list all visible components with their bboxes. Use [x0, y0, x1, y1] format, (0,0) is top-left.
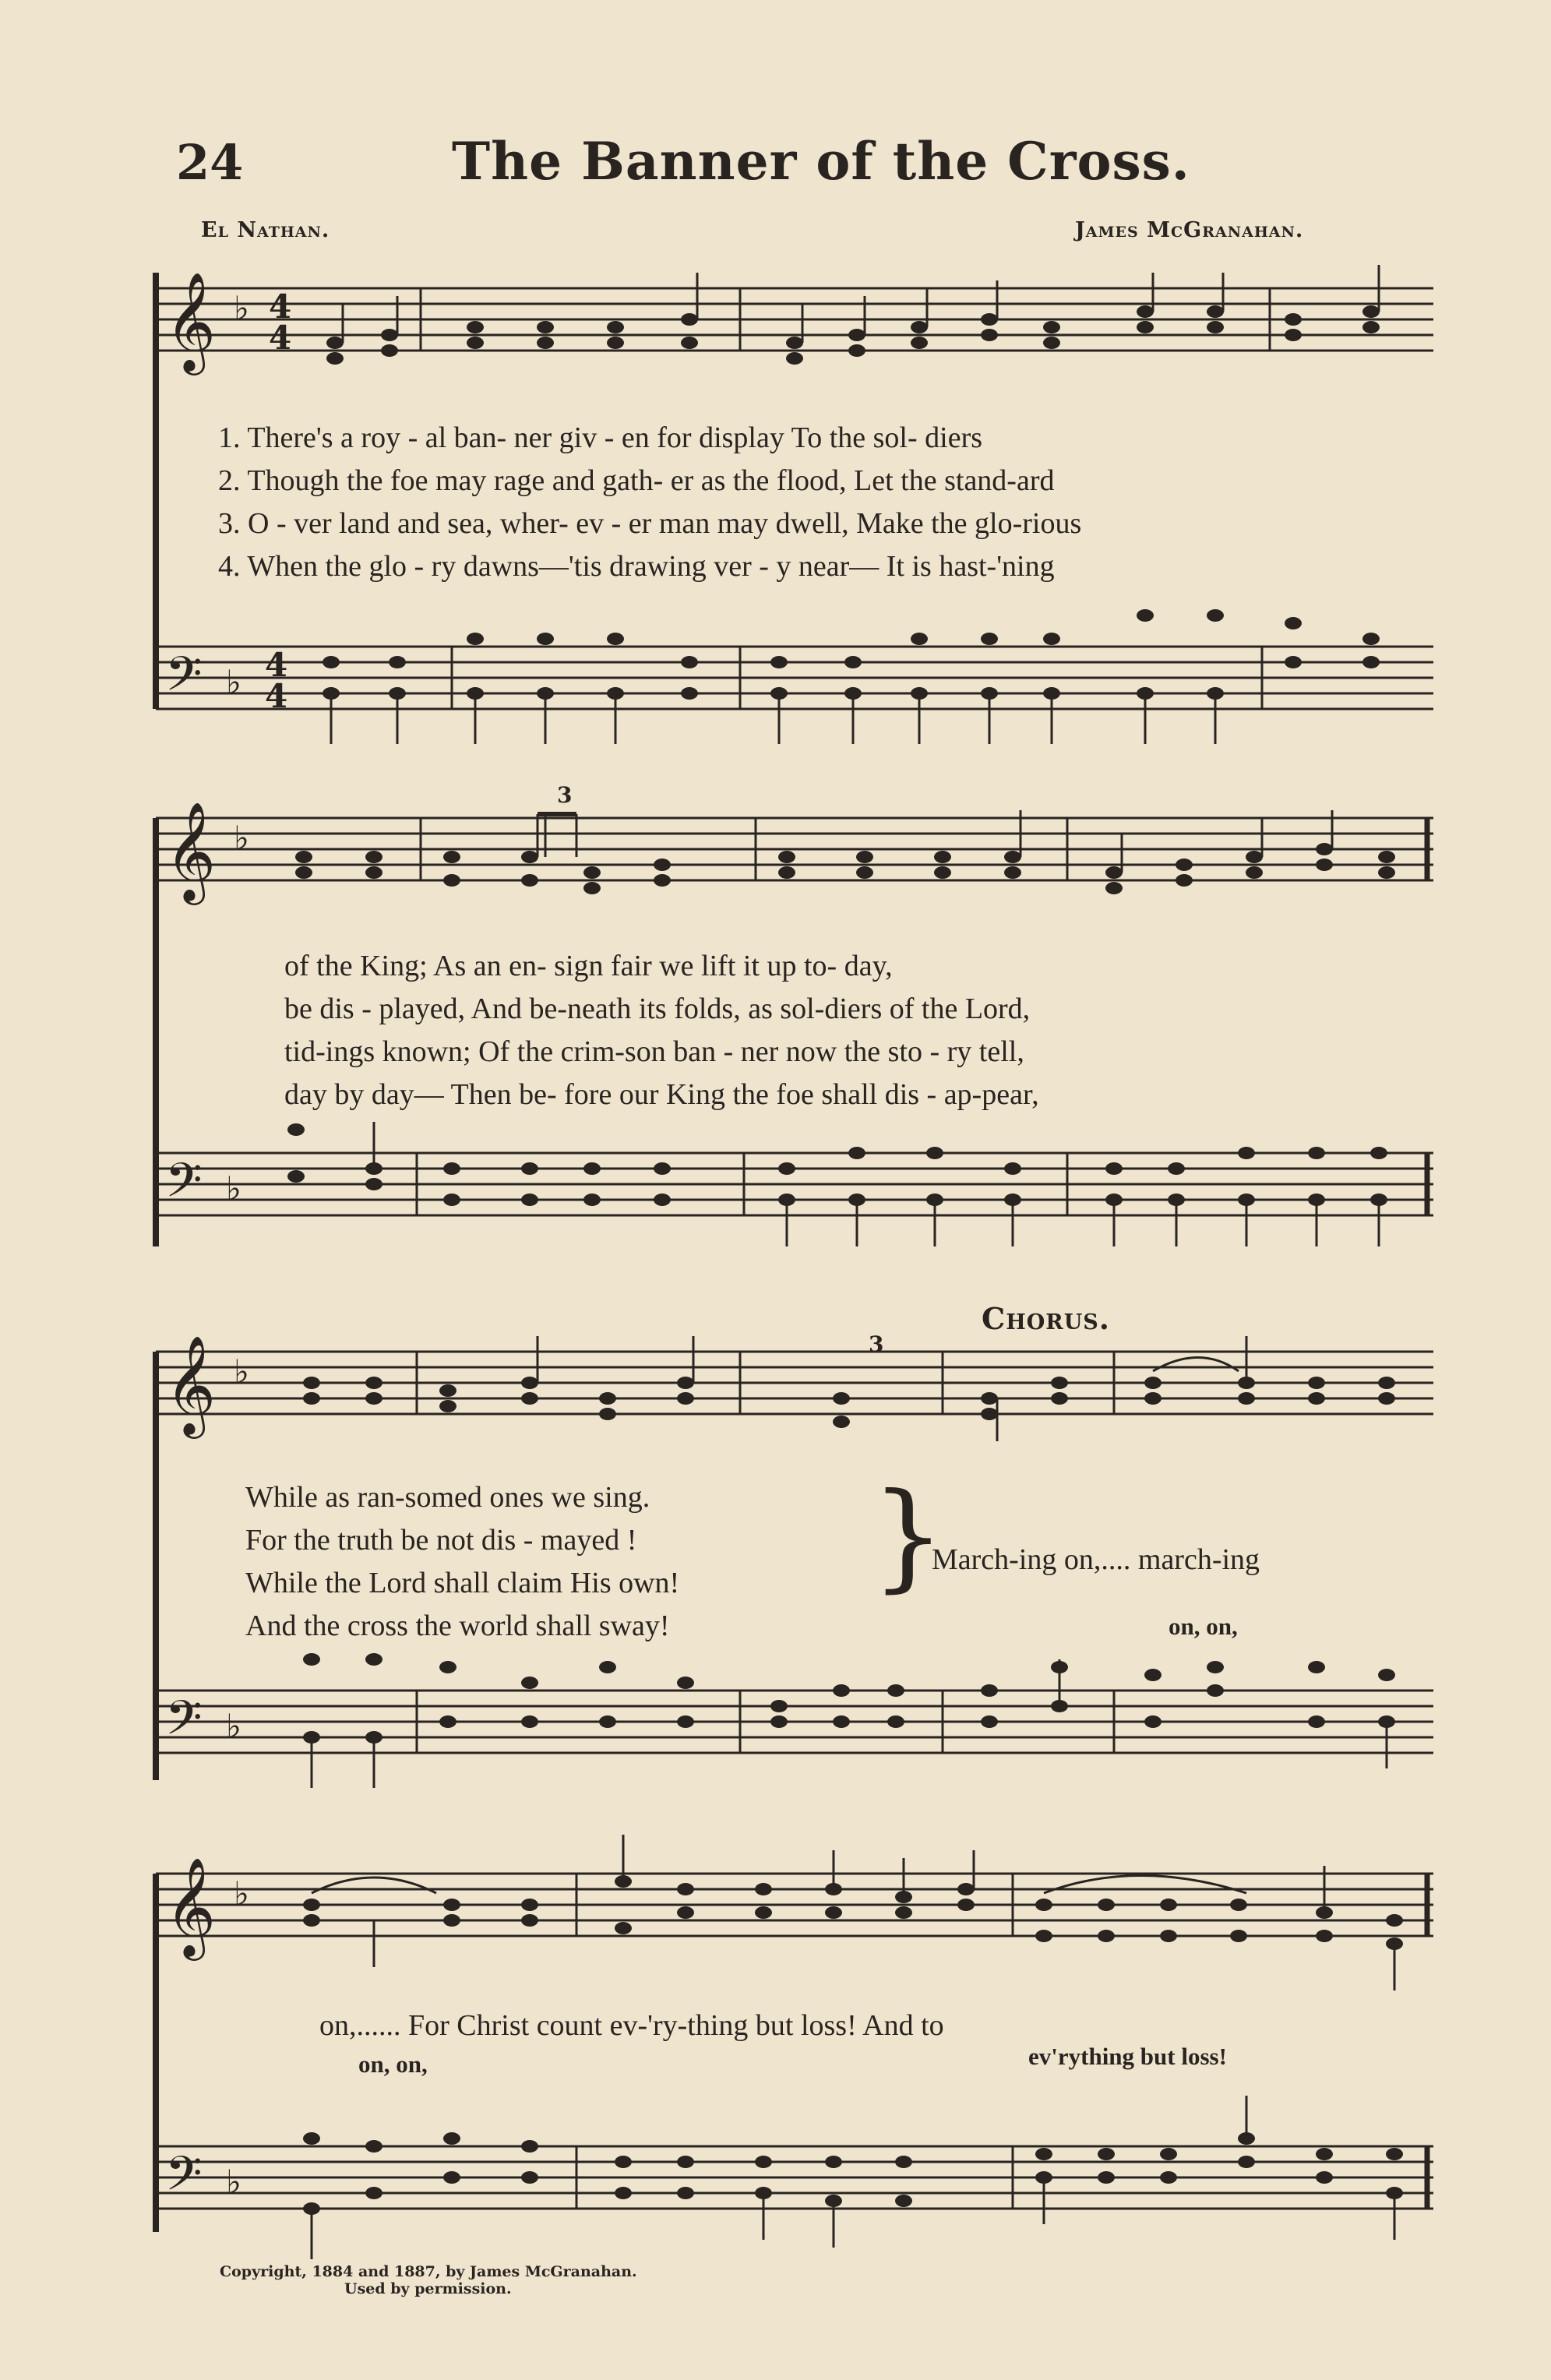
svg-text:♭: ♭ [226, 663, 241, 701]
copyright-notice [220, 2263, 637, 2297]
treble-staff-4 [0, 1858, 1551, 1983]
verse-2-line: be dis - played, And be-neath its folds, as sol-diers of the Lord, [284, 993, 1031, 1025]
svg-text:♭: ♭ [234, 819, 249, 857]
verse-2-line: For the truth be not dis - mayed ! [245, 1524, 637, 1557]
svg-text:♭: ♭ [234, 289, 249, 327]
permission-line: Used by permission. [344, 2280, 512, 2297]
bass-staff-1 [0, 615, 1551, 756]
chorus-words: March-ing on,.... march-ing [932, 1543, 1260, 1576]
svg-text:4: 4 [269, 319, 292, 357]
verse-3-line: While the Lord shall claim His own! [245, 1567, 680, 1599]
echo-words: on, on, [1169, 1613, 1238, 1640]
svg-text:♭: ♭ [226, 1169, 241, 1208]
svg-text:4: 4 [269, 287, 292, 326]
lyricist-credit: El Nathan. [201, 218, 330, 242]
svg-text:♭: ♭ [226, 2163, 241, 2201]
svg-text:4: 4 [265, 677, 288, 715]
hymn-title: The Banner of the Cross. [452, 131, 1190, 192]
verse-4-line: day by day— Then be- fore our King the foe shall dis - ap-pear, [284, 1078, 1039, 1111]
triplet-number: 3 [557, 782, 573, 808]
treble-staff-3 [0, 1331, 1551, 1453]
treble-staff-2 [0, 782, 1551, 919]
bass-staff-3 [0, 1659, 1551, 1800]
chorus-lyric [932, 1539, 1260, 1581]
verse-lyrics-3 [245, 1476, 679, 1648]
page-number: 24 [176, 134, 244, 191]
verse-1-line: of the King; As an en- sign fair we lift it up to- day, [284, 950, 893, 982]
svg-text:♭: ♭ [234, 1874, 249, 1913]
chorus-label: Chorus. [982, 1301, 1110, 1336]
svg-text:♭: ♭ [234, 1352, 249, 1391]
verse-brace: } [871, 1469, 946, 1604]
svg-text:𝄢: 𝄢 [165, 1153, 203, 1220]
svg-text:𝄢: 𝄢 [165, 1691, 203, 1758]
svg-text:𝄞: 𝄞 [165, 271, 217, 371]
verse-lyrics-1 [218, 417, 1081, 588]
svg-text:𝄢: 𝄢 [165, 2146, 203, 2213]
verse-1-line: 1. There's a roy - al ban- ner giv - en for display To the sol- diers [218, 421, 983, 454]
verse-2-line: 2. Though the foe may rage and gath- er as the flood, Let the stand-ard [218, 464, 1055, 497]
bass-staff-2 [0, 1137, 1551, 1254]
echo-words-right: ev'rything but loss! [1028, 2043, 1227, 2070]
svg-text:♭: ♭ [226, 1707, 241, 1745]
svg-text:𝄞: 𝄞 [165, 1856, 217, 1956]
composer-credit: James McGranahan. [1075, 218, 1304, 242]
svg-text:4: 4 [265, 646, 288, 684]
triplet-number: 3 [869, 1331, 884, 1357]
verse-3-line: tid-ings known; Of the crim-son ban - ner now the sto - ry tell, [284, 1035, 1024, 1068]
verse-3-line: 3. O - ver land and sea, wher- ev - er man may dwell, Make the glo-rious [218, 507, 1082, 540]
copyright-line: Copyright, 1884 and 1887, by James McGranahan. [220, 2263, 637, 2280]
verse-4-line: And the cross the world shall sway! [245, 1610, 670, 1642]
verse-lyrics-2 [284, 945, 1039, 1116]
verse-4-line: 4. When the glo - ry dawns—'tis drawing ver - y near— It is hast-'ning [218, 550, 1055, 583]
verse-1-line: While as ran-somed ones we sing. [245, 1481, 650, 1514]
chorus-lyrics-4 [319, 2004, 944, 2047]
svg-text:𝄞: 𝄞 [165, 1335, 217, 1434]
bass-staff-4 [0, 2131, 1551, 2271]
chorus-main-words: on,...... For Christ count ev-'ry-thing but loss! And to [319, 2009, 944, 2042]
svg-text:𝄢: 𝄢 [165, 647, 203, 714]
echo-words-left: on, on, [358, 2050, 428, 2078]
svg-text:𝄞: 𝄞 [165, 801, 217, 901]
treble-staff-1 [0, 273, 1551, 374]
